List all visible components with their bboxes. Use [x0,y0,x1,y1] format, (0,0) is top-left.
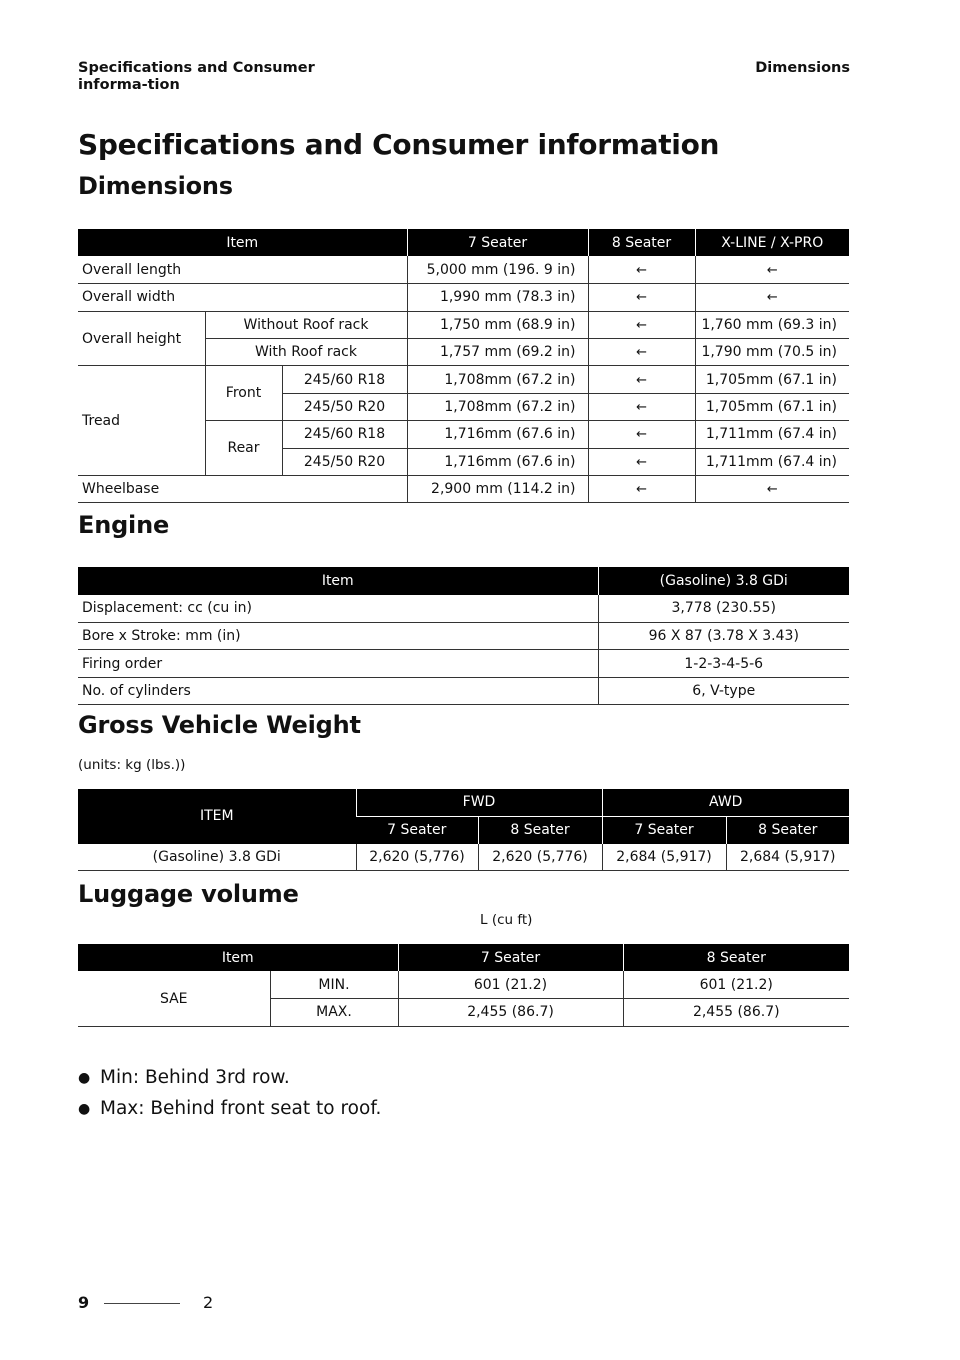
cell-xline: 1,760 mm (69.3 in) [695,311,849,338]
cell-7-seater: 1,757 mm (69.2 in) [407,339,588,366]
same-arrow-icon: ← [588,339,695,366]
row-value: 2,684 (5,917) [602,844,726,871]
list-item [78,1062,381,1093]
footer-divider [104,1303,180,1304]
column-header: X-LINE / X-PRO [695,229,849,256]
cell-7-seater: 1,716mm (67.6 in) [407,448,588,475]
row-value: 2,455 (86.7) [398,999,623,1026]
column-header: Item [78,229,407,256]
column-header: Item [78,567,598,595]
same-arrow-icon: ← [695,256,849,283]
column-header: Item [78,944,398,971]
table-row [78,476,849,503]
row-label: Wheelbase [78,476,407,503]
same-arrow-icon: ← [588,421,695,448]
same-arrow-icon: ← [695,476,849,503]
table-row [78,622,849,650]
column-header: ITEM [78,789,356,844]
luggage-table [78,944,849,1027]
sub-label: Front [205,366,282,421]
row-value: 601 (21.2) [623,971,849,998]
list-item-text: Max: Behind front seat to roof. [100,1098,382,1119]
sub-label: With Roof rack [205,339,407,366]
column-header: 8 Seater [623,944,849,971]
cell-xline: 1,705mm (67.1 in) [695,366,849,393]
row-value: 601 (21.2) [398,971,623,998]
sub-label: MIN. [270,971,398,998]
cell-7-seater: 1,990 mm (78.3 in) [407,284,588,311]
cell-7-seater: 1,708mm (67.2 in) [407,366,588,393]
gvw-units: (units: kg (lbs.)) [78,757,186,773]
cell-7-seater: 1,716mm (67.6 in) [407,421,588,448]
row-label: Displacement: cc (cu in) [78,595,598,623]
cell-7-seater: 1,750 mm (68.9 in) [407,311,588,338]
page-number: 2 [203,1293,214,1312]
tire-size: 245/50 R20 [282,448,407,475]
row-label: (Gasoline) 3.8 GDi [78,844,356,871]
group-header: FWD [356,789,602,816]
table-row [78,844,849,871]
table-header-row [78,229,849,256]
luggage-units: L (cu ft) [480,912,533,928]
dimensions-table [78,229,849,503]
table-header-row [78,789,849,816]
cell-xline: 1,790 mm (70.5 in) [695,339,849,366]
cell-xline: 1,711mm (67.4 in) [695,448,849,475]
column-header: 7 Seater [407,229,588,256]
row-value: 2,455 (86.7) [623,999,849,1026]
engine-table [78,567,849,705]
row-value: 2,684 (5,917) [726,844,849,871]
cell-xline: 1,705mm (67.1 in) [695,393,849,420]
cell-xline: 1,711mm (67.4 in) [695,421,849,448]
same-arrow-icon: ← [588,311,695,338]
table-row [78,366,849,393]
same-arrow-icon: ← [588,366,695,393]
row-label: No. of cylinders [78,677,598,705]
table-header-row [78,567,849,595]
column-header: 7 Seater [398,944,623,971]
table-row [78,284,849,311]
page-title: Specifications and Consumer information [78,128,720,161]
table-row [78,256,849,283]
tire-size: 245/50 R20 [282,393,407,420]
engine-heading: Engine [78,511,170,539]
column-header: 8 Seater [478,816,602,843]
same-arrow-icon: ← [695,284,849,311]
notes-list [78,1062,381,1124]
tire-size: 245/60 R18 [282,366,407,393]
column-header: 8 Seater [588,229,695,256]
row-label: Firing order [78,650,598,678]
cell-7-seater: 1,708mm (67.2 in) [407,393,588,420]
same-arrow-icon: ← [588,393,695,420]
table-row [78,677,849,705]
row-value: 1-2-3-4-5-6 [598,650,849,678]
bullet-icon: ● [78,1069,91,1086]
column-header: 7 Seater [602,816,726,843]
bullet-icon: ● [78,1100,91,1117]
list-item-text: Min: Behind 3rd row. [100,1067,290,1088]
cell-7-seater: 2,900 mm (114.2 in) [407,476,588,503]
column-header: 7 Seater [356,816,478,843]
list-item [78,1093,381,1124]
tire-size: 245/60 R18 [282,421,407,448]
chapter-number: 9 [78,1293,90,1312]
same-arrow-icon: ← [588,284,695,311]
row-label: Bore x Stroke: mm (in) [78,622,598,650]
gvw-heading: Gross Vehicle Weight [78,711,361,739]
row-label: Overall width [78,284,407,311]
table-header-row [78,944,849,971]
column-header: (Gasoline) 3.8 GDi [598,567,849,595]
same-arrow-icon: ← [588,476,695,503]
sub-label: Without Roof rack [205,311,407,338]
sub-label: Rear [205,421,282,476]
running-header-topic: Dimensions [755,60,850,76]
running-header-section [78,60,378,94]
row-label: Overall length [78,256,407,283]
same-arrow-icon: ← [588,448,695,475]
table-row [78,595,849,623]
row-value: 96 X 87 (3.78 X 3.43) [598,622,849,650]
cell-7-seater: 5,000 mm (196. 9 in) [407,256,588,283]
row-label: Tread [78,366,205,476]
row-label: Overall height [78,311,205,366]
dimensions-heading: Dimensions [78,172,233,200]
same-arrow-icon: ← [588,256,695,283]
row-value: 2,620 (5,776) [478,844,602,871]
row-value: 6, V-type [598,677,849,705]
group-header: AWD [602,789,849,816]
row-label: SAE [78,971,270,1026]
row-value: 3,778 (230.55) [598,595,849,623]
row-value: 2,620 (5,776) [356,844,478,871]
luggage-heading: Luggage volume [78,880,299,908]
running-header-section-text: Specifications and Consumer informa-tion [78,60,315,93]
sub-label: MAX. [270,999,398,1026]
table-row [78,311,849,338]
table-row [78,650,849,678]
column-header: 8 Seater [726,816,849,843]
table-row [78,971,849,998]
gvw-table [78,789,849,871]
